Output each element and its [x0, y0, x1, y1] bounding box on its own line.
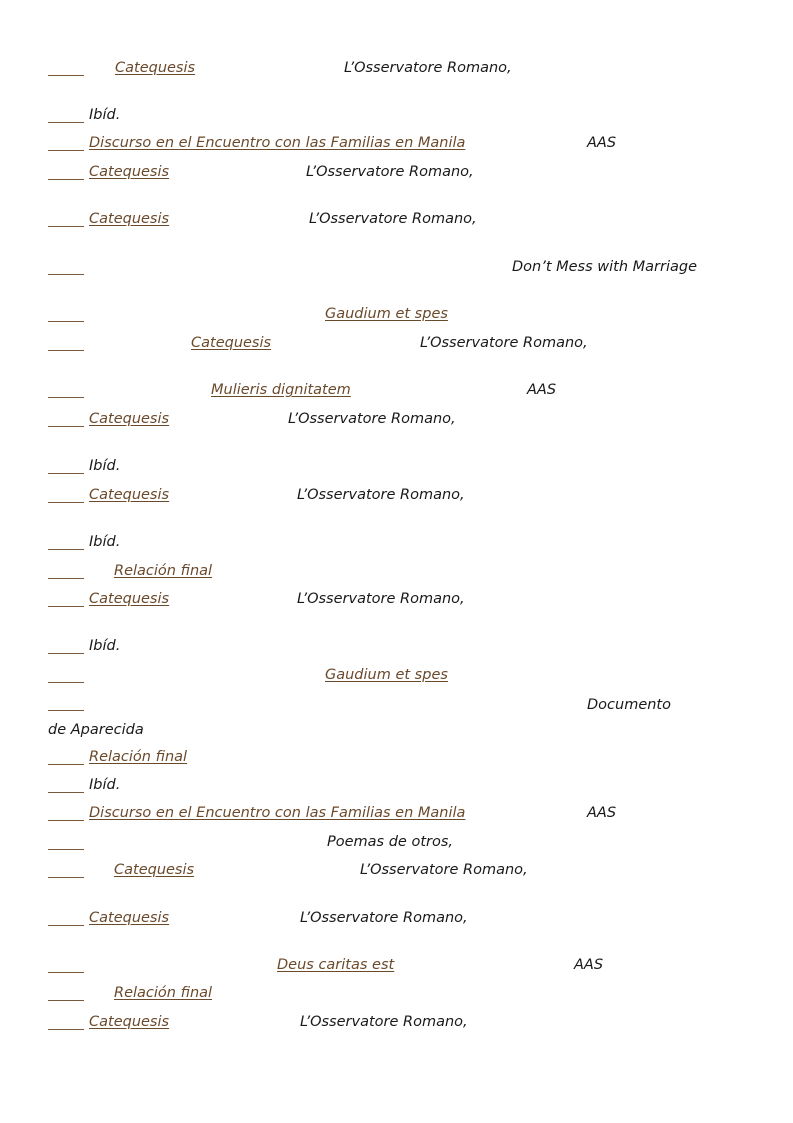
footnote-text: Ibíd. — [89, 638, 121, 654]
footnote-source-link[interactable]: Deus caritas est — [277, 957, 395, 973]
footnote-marker-link[interactable] — [48, 136, 84, 151]
footnote-marker-link[interactable] — [48, 307, 84, 322]
footnote-marker-link[interactable] — [48, 412, 84, 427]
footnote-source-link[interactable]: Catequesis — [89, 411, 170, 427]
footnote-text: L’Osservatore Romano, — [309, 211, 477, 227]
footnote-marker-link[interactable] — [48, 863, 84, 878]
footnote-row — [48, 209, 693, 229]
footnote-marker-link[interactable] — [48, 564, 84, 579]
footnote-source-link[interactable]: Catequesis — [114, 862, 195, 878]
footnote-row — [48, 456, 693, 476]
footnote-row — [48, 665, 693, 685]
footnote-row — [48, 333, 693, 353]
footnote-marker-link[interactable] — [48, 336, 84, 351]
footnote-source-link[interactable]: Catequesis — [89, 487, 170, 503]
footnote-text: Poemas de otros, — [327, 834, 453, 850]
footnote-row — [48, 304, 693, 324]
footnote-marker-link[interactable] — [48, 535, 84, 550]
footnote-row — [48, 636, 693, 656]
footnote-text: Ibíd. — [89, 107, 121, 123]
footnote-source-link[interactable]: Gaudium et spes — [325, 667, 448, 683]
footnote-row — [48, 693, 693, 738]
footnote-text: AAS — [527, 382, 557, 398]
footnote-text: L’Osservatore Romano, — [297, 591, 465, 607]
footnote-text: L’Osservatore Romano, — [360, 862, 528, 878]
footnote-row — [48, 380, 693, 400]
footnote-source-link[interactable]: Gaudium et spes — [325, 306, 448, 322]
footnote-text: AAS — [587, 805, 617, 821]
footnote-row — [48, 589, 693, 609]
footnote-text: Ibíd. — [89, 777, 121, 793]
footnote-text: L’Osservatore Romano, — [297, 487, 465, 503]
footnote-row — [48, 58, 693, 78]
footnote-text: L’Osservatore Romano, — [306, 164, 474, 180]
footnote-text: AAS — [587, 135, 617, 151]
footnote-marker-link[interactable] — [48, 260, 84, 275]
footnote-text: L’Osservatore Romano, — [288, 411, 456, 427]
footnote-source-link[interactable]: Discurso en el Encuentro con las Familias en Manila — [89, 135, 466, 151]
footnote-source-link[interactable]: Catequesis — [89, 164, 170, 180]
footnote-source-link[interactable]: Catequesis — [191, 335, 272, 351]
footnote-source-link[interactable]: Catequesis — [89, 591, 170, 607]
footnote-marker-link[interactable] — [48, 165, 84, 180]
footnote-text: AAS — [574, 957, 604, 973]
footnote-row — [48, 832, 693, 852]
footnote-marker-link[interactable] — [48, 750, 84, 765]
footnote-row — [48, 955, 693, 975]
footnote-marker-link[interactable] — [48, 835, 84, 850]
footnote-text: Don’t Mess with Marriage — [512, 259, 698, 275]
footnote-marker-link[interactable] — [48, 806, 84, 821]
footnote-marker-link[interactable] — [48, 212, 84, 227]
footnote-source-link[interactable]: Discurso en el Encuentro con las Familias en Manila — [89, 805, 466, 821]
footnote-text: L’Osservatore Romano, — [344, 60, 512, 76]
footnote-marker-link[interactable] — [48, 108, 84, 123]
footnote-marker-link[interactable] — [48, 61, 84, 76]
footnote-row — [48, 860, 693, 880]
footnote-source-link[interactable]: Relación final — [114, 563, 213, 579]
footnote-row — [48, 775, 693, 795]
footnote-source-link[interactable]: Catequesis — [89, 1014, 170, 1030]
footnote-source-link[interactable]: Mulieris dignitatem — [211, 382, 351, 398]
footnote-marker-link[interactable] — [48, 668, 84, 683]
footnote-marker-link[interactable] — [48, 488, 84, 503]
footnote-row — [48, 162, 693, 182]
footnote-marker-link[interactable] — [48, 1015, 84, 1030]
footnote-text: Documento de Aparecida — [48, 697, 671, 738]
footnote-row — [48, 1012, 693, 1032]
footnote-text: Ibíd. — [89, 534, 121, 550]
footnote-text: Ibíd. — [89, 458, 121, 474]
footnote-row — [48, 908, 693, 928]
footnote-row — [48, 532, 693, 552]
footnote-row — [48, 747, 693, 767]
footnote-marker-link[interactable] — [48, 911, 84, 926]
footnote-marker-link[interactable] — [48, 639, 84, 654]
footnote-marker-link[interactable] — [48, 592, 84, 607]
footnote-marker-link[interactable] — [48, 958, 84, 973]
footnote-row — [48, 561, 693, 581]
footnote-marker-link[interactable] — [48, 778, 84, 793]
footnote-marker-link[interactable] — [48, 459, 84, 474]
footnote-row — [48, 133, 693, 153]
footnote-row — [48, 485, 693, 505]
footnote-source-link[interactable]: Catequesis — [115, 60, 196, 76]
footnote-source-link[interactable]: Relación final — [114, 985, 213, 1001]
footnote-text: L’Osservatore Romano, — [300, 1014, 468, 1030]
footnote-text: L’Osservatore Romano, — [300, 910, 468, 926]
footnote-source-link[interactable]: Relación final — [89, 749, 188, 765]
footnote-row — [48, 105, 693, 125]
footnote-source-link[interactable]: Catequesis — [89, 211, 170, 227]
footnote-row — [48, 409, 693, 429]
footnote-text: L’Osservatore Romano, — [420, 335, 588, 351]
footnote-row — [48, 803, 693, 823]
footnote-row — [48, 983, 693, 1003]
footnote-marker-link[interactable] — [48, 986, 84, 1001]
footnote-row — [48, 257, 698, 277]
footnote-marker-link[interactable] — [48, 383, 84, 398]
footnote-source-link[interactable]: Catequesis — [89, 910, 170, 926]
